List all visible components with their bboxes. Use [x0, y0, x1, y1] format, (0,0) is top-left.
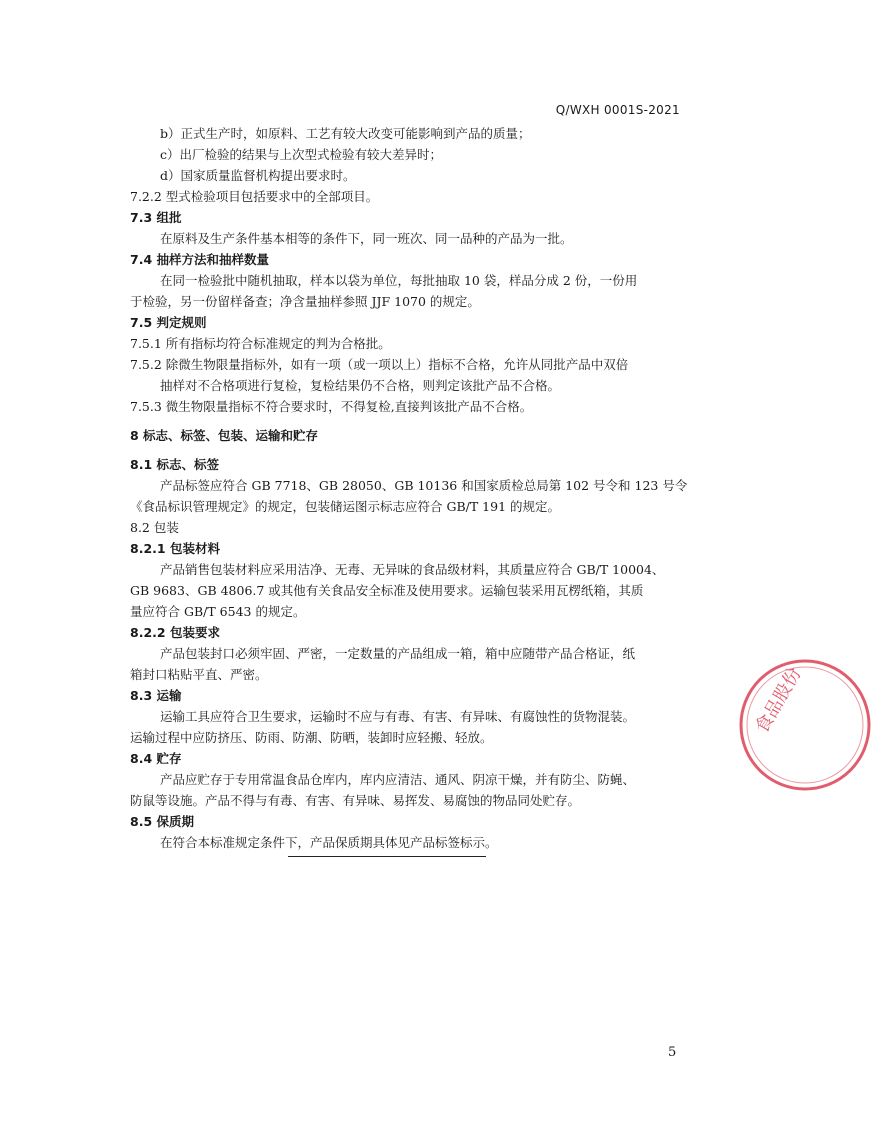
paragraph-8-3-line1: 运输工具应符合卫生要求，运输时不应与有毒、有害、有异味、有腐蚀性的货物混装。: [160, 709, 636, 724]
clause-7-5-2-line2: 抽样对不合格项进行复检，复检结果仍不合格，则判定该批产品不合格。: [160, 378, 561, 393]
page-number: 5: [668, 1045, 677, 1060]
list-item-d: d）国家质量监督机构提出要求时。: [160, 168, 356, 183]
end-divider: [288, 856, 486, 857]
heading-7-5: 7.5 判定规则: [130, 315, 207, 330]
heading-8-2-1: 8.2.1 包装材料: [130, 541, 220, 556]
paragraph-8-2-2-line1: 产品包装封口必须牢固、严密，一定数量的产品组成一箱，箱中应随带产品合格证，纸: [160, 646, 636, 661]
clause-7-5-1: 7.5.1 所有指标均符合标准规定的判为合格批。: [130, 336, 391, 351]
list-item-c: c）出厂检验的结果与上次型式检验有较大差异时；: [160, 147, 443, 162]
heading-8: 8 标志、标签、包装、运输和贮存: [130, 428, 319, 443]
paragraph-8-2-1-line1: 产品销售包装材料应采用洁净、无毒、无异味的食品级材料，其质量应符合 GB/T 10004、: [160, 562, 665, 577]
heading-8-5: 8.5 保质期: [130, 814, 194, 829]
standard-code: Q/WXH 0001S-2021: [555, 103, 680, 117]
clause-7-5-2-line1: 7.5.2 除微生物限量指标外，如有一项（或一项以上）指标不合格，允许从同批产品中双倍: [130, 357, 629, 372]
heading-8-2-2: 8.2.2 包装要求: [130, 625, 220, 640]
heading-8-4: 8.4 贮存: [130, 751, 182, 766]
clause-7-5-3: 7.5.3 微生物限量指标不符合要求时，不得复检,直接判该批产品不合格。: [130, 399, 533, 414]
paragraph-8-5: 在符合本标准规定条件下，产品保质期具体见产品标签标示。: [160, 835, 498, 850]
paragraph-7-4-line1: 在同一检验批中随机抽取，样本以袋为单位，每批抽取 10 袋，样品分成 2 份，一份用: [160, 273, 638, 288]
paragraph-8-3-line2: 运输过程中应防挤压、防雨、防潮、防晒，装卸时应轻搬、轻放。: [130, 730, 493, 745]
heading-8-3: 8.3 运输: [130, 688, 182, 703]
paragraph-8-4-line1: 产品应贮存于专用常温食品仓库内，库内应清洁、通风、阴凉干燥，并有防尘、防蝇、: [160, 772, 636, 787]
heading-8-2: 8.2 包装: [130, 520, 179, 535]
heading-7-4: 7.4 抽样方法和抽样数量: [130, 252, 269, 267]
paragraph-7-3: 在原料及生产条件基本相等的条件下，同一班次、同一品种的产品为一批。: [160, 231, 573, 246]
paragraph-8-2-1-line3: 量应符合 GB/T 6543 的规定。: [130, 604, 306, 619]
heading-7-3: 7.3 组批: [130, 210, 182, 225]
seal-text: 食品股份: [751, 664, 806, 737]
company-seal-stamp: [735, 655, 875, 795]
paragraph-8-1-line2: 《食品标识管理规定》的规定，包装储运图示标志应符合 GB/T 191 的规定。: [130, 499, 561, 514]
paragraph-7-4-line2: 于检验，另一份留样备查；净含量抽样参照 JJF 1070 的规定。: [130, 294, 480, 309]
paragraph-8-2-1-line2: GB 9683、GB 4806.7 或其他有关食品安全标准及使用要求。运输包装采用瓦楞纸箱，其质: [130, 583, 644, 598]
paragraph-8-2-2-line2: 箱封口粘贴平直、严密。: [130, 667, 268, 682]
list-item-b: b）正式生产时，如原料、工艺有较大改变可能影响到产品的质量；: [160, 126, 531, 141]
heading-8-1: 8.1 标志、标签: [130, 457, 219, 472]
paragraph-8-4-line2: 防鼠等设施。产品不得与有毒、有害、有异味、易挥发、易腐蚀的物品同处贮存。: [130, 793, 581, 808]
clause-7-2-2: 7.2.2 型式检验项目包括要求中的全部项目。: [130, 189, 379, 204]
paragraph-8-1-line1: 产品标签应符合 GB 7718、GB 28050、GB 10136 和国家质检总局第 102 号令和 123 号令: [160, 478, 688, 493]
